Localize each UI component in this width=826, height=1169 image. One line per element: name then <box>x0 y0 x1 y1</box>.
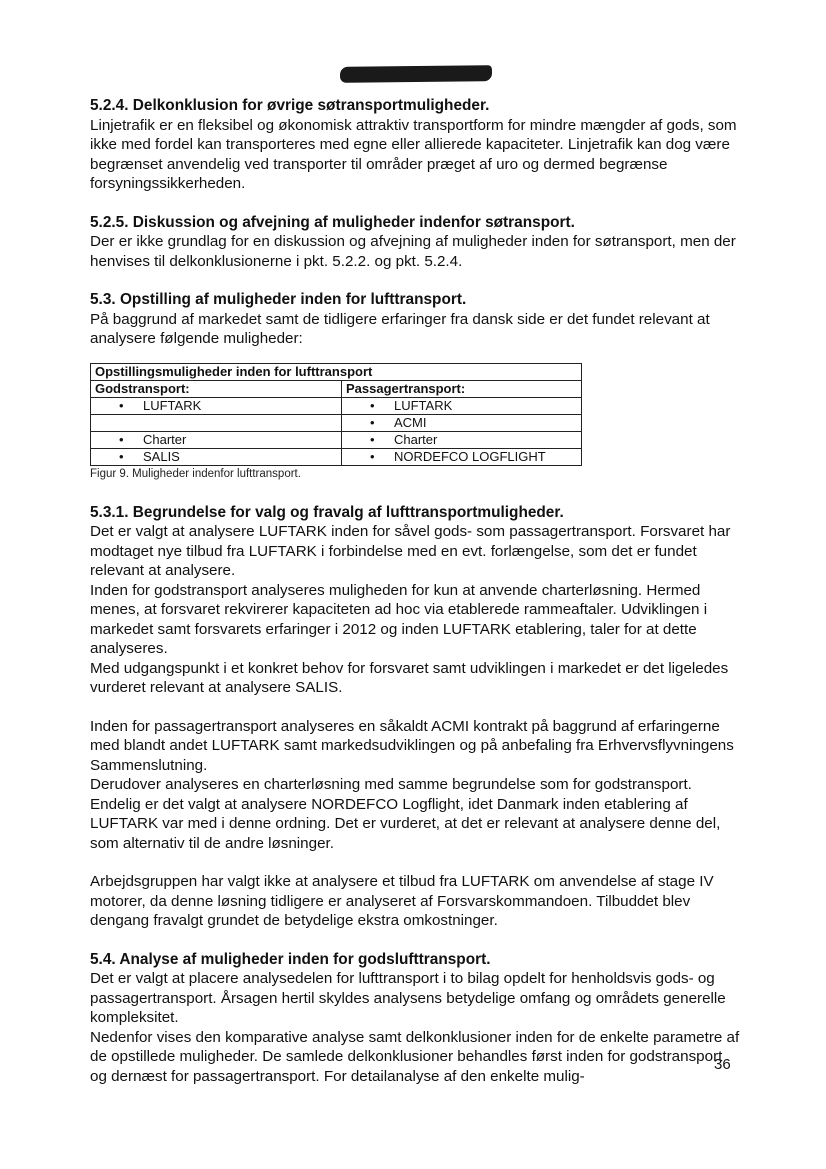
spacer <box>90 271 740 290</box>
heading-5-2-4: 5.2.4. Delkonklusion for øvrige søtransportmuligheder. <box>90 97 490 114</box>
redaction-mark <box>340 65 492 83</box>
heading-5-3-1: 5.3.1. Begrundelse for valg og fravalg af lufttransportmuligheder. <box>90 503 564 521</box>
paragraph-5-4-a: Det er valgt at placere analysedelen for lufttransport i to bilag opdelt for henholdsvis gods- og passagertransport. Årsagen hertil skyldes analysens betydelige omfang og områdets generelle kompleksitet. <box>90 970 726 1026</box>
heading-5-3: 5.3. Opstilling af muligheder inden for lufttransport. <box>90 291 467 308</box>
table-cell: • NORDEFCO LOGFLIGHT <box>342 448 582 465</box>
page-content <box>90 96 740 1086</box>
figure-caption: Figur 9. Muligheder indenfor lufttransport. <box>90 467 301 480</box>
paragraph-5-3-1-c: Med udgangspunkt i et konkret behov for forsvaret samt udviklingen i markedet er det ligeledes vurderet relevant at analysere SALIS. <box>90 659 729 696</box>
table-row <box>91 448 582 465</box>
spacer <box>90 931 740 950</box>
spacer <box>90 853 740 872</box>
table-cell: • ACMI <box>342 414 582 431</box>
paragraph-5-4-b: Nedenfor vises den komparative analyse samt delkonklusioner inden for de enkelte parametre af de opstillede muligheder. De samlede delkonklusioner behandles først inden for godstransport og dernæst for passagertransport. For detailanalyse af den enkelte mulig- <box>90 1028 740 1085</box>
table-cell-empty <box>91 414 342 431</box>
paragraph-5-2-5: Der er ikke grundlag for en diskussion og afvejning af muligheder inden for søtransport, men der henvises til delkonklusionerne i pkt. 5.2.2. og pkt. 5.2.4. <box>90 233 736 270</box>
paragraph-5-3-1-f: Arbejdsgruppen har valgt ikke at analysere et tilbud fra LUFTARK om anvendelse af stage IV motorer, da denne løsning tidligere er analyseret af Forsvarskommandoen. Tilbuddet blev dengang fravalgt grundet de betydelige ekstra omkostninger. <box>90 873 714 929</box>
heading-5-2-5: 5.2.5. Diskussion og afvejning af muligheder indenfor søtransport. <box>90 213 575 231</box>
table-cell: • Charter <box>91 431 342 448</box>
table-header-passager: Passagertransport: <box>342 380 582 397</box>
spacer <box>90 194 740 213</box>
options-table <box>90 363 582 466</box>
heading-5-4: 5.4. Analyse af muligheder inden for godslufttransport. <box>90 950 491 968</box>
table-cell: • Charter <box>342 431 582 448</box>
paragraph-5-3-1-d: Inden for passagertransport analyseres en såkaldt ACMI kontrakt på baggrund af erfaringerne med blandt andet LUFTARK samt markedsudviklingen og på anbefaling fra Erhvervsflyvningens Sammenslutning. <box>90 717 734 774</box>
spacer <box>90 698 740 717</box>
spacer <box>90 481 740 503</box>
table-cell: • SALIS <box>91 448 342 465</box>
table-cell: • LUFTARK <box>342 397 582 414</box>
paragraph-5-3-1-e: Derudover analyseres en charterløsning med samme begrundelse som for godstransport. Endelig er det valgt at analysere NORDEFCO Logflight, idet Danmark inden etablering af LUFTARK var med i denne ordning. Det er vurderet, at det er relevant at analysere denne del, som alternativ til de andre løsninger. <box>90 776 721 852</box>
table-row <box>91 431 582 448</box>
table-header-gods: Godstransport: <box>91 380 342 397</box>
paragraph-5-3: På baggrund af markedet samt de tidligere erfaringer fra dansk side er det fundet relevant at analysere følgende muligheder: <box>90 310 710 347</box>
page-number: 36 <box>714 1056 731 1073</box>
paragraph-5-2-4: Linjetrafik er en fleksibel og økonomisk attraktiv transportform for mindre mængder af gods, som ikke med fordel kan transporteres med egne eller allierede kapaciteter. Linjetrafik kan dog være begrænset anvendelig ved transporter til områder præget af uro og dermed begrænse forsyningssikkerheden. <box>90 116 737 192</box>
paragraph-5-3-1-b: Inden for godstransport analyseres muligheden for kun at anvende charterløsning. Hermed menes, at forsvaret rekvirerer kapaciteten ad hoc via etablerede rammeaftaler. Udviklingen i markedet samt forsvarets erfaringer i 2012 og inden LUFTARK etablering, taler for at dette analyseres. <box>90 581 708 657</box>
table-row <box>91 414 582 431</box>
table-row <box>91 397 582 414</box>
paragraph-5-3-1-a: Det er valgt at analysere LUFTARK inden for såvel gods- som passagertransport. Forsvaret har modtaget nye tilbud fra LUFTARK i forbindelse med en evt. forlængelse, som det er fundet relevant at analysere. <box>90 523 731 579</box>
table-cell: • LUFTARK <box>91 397 342 414</box>
table-title: Opstillingsmuligheder inden for lufttransport <box>91 363 582 380</box>
